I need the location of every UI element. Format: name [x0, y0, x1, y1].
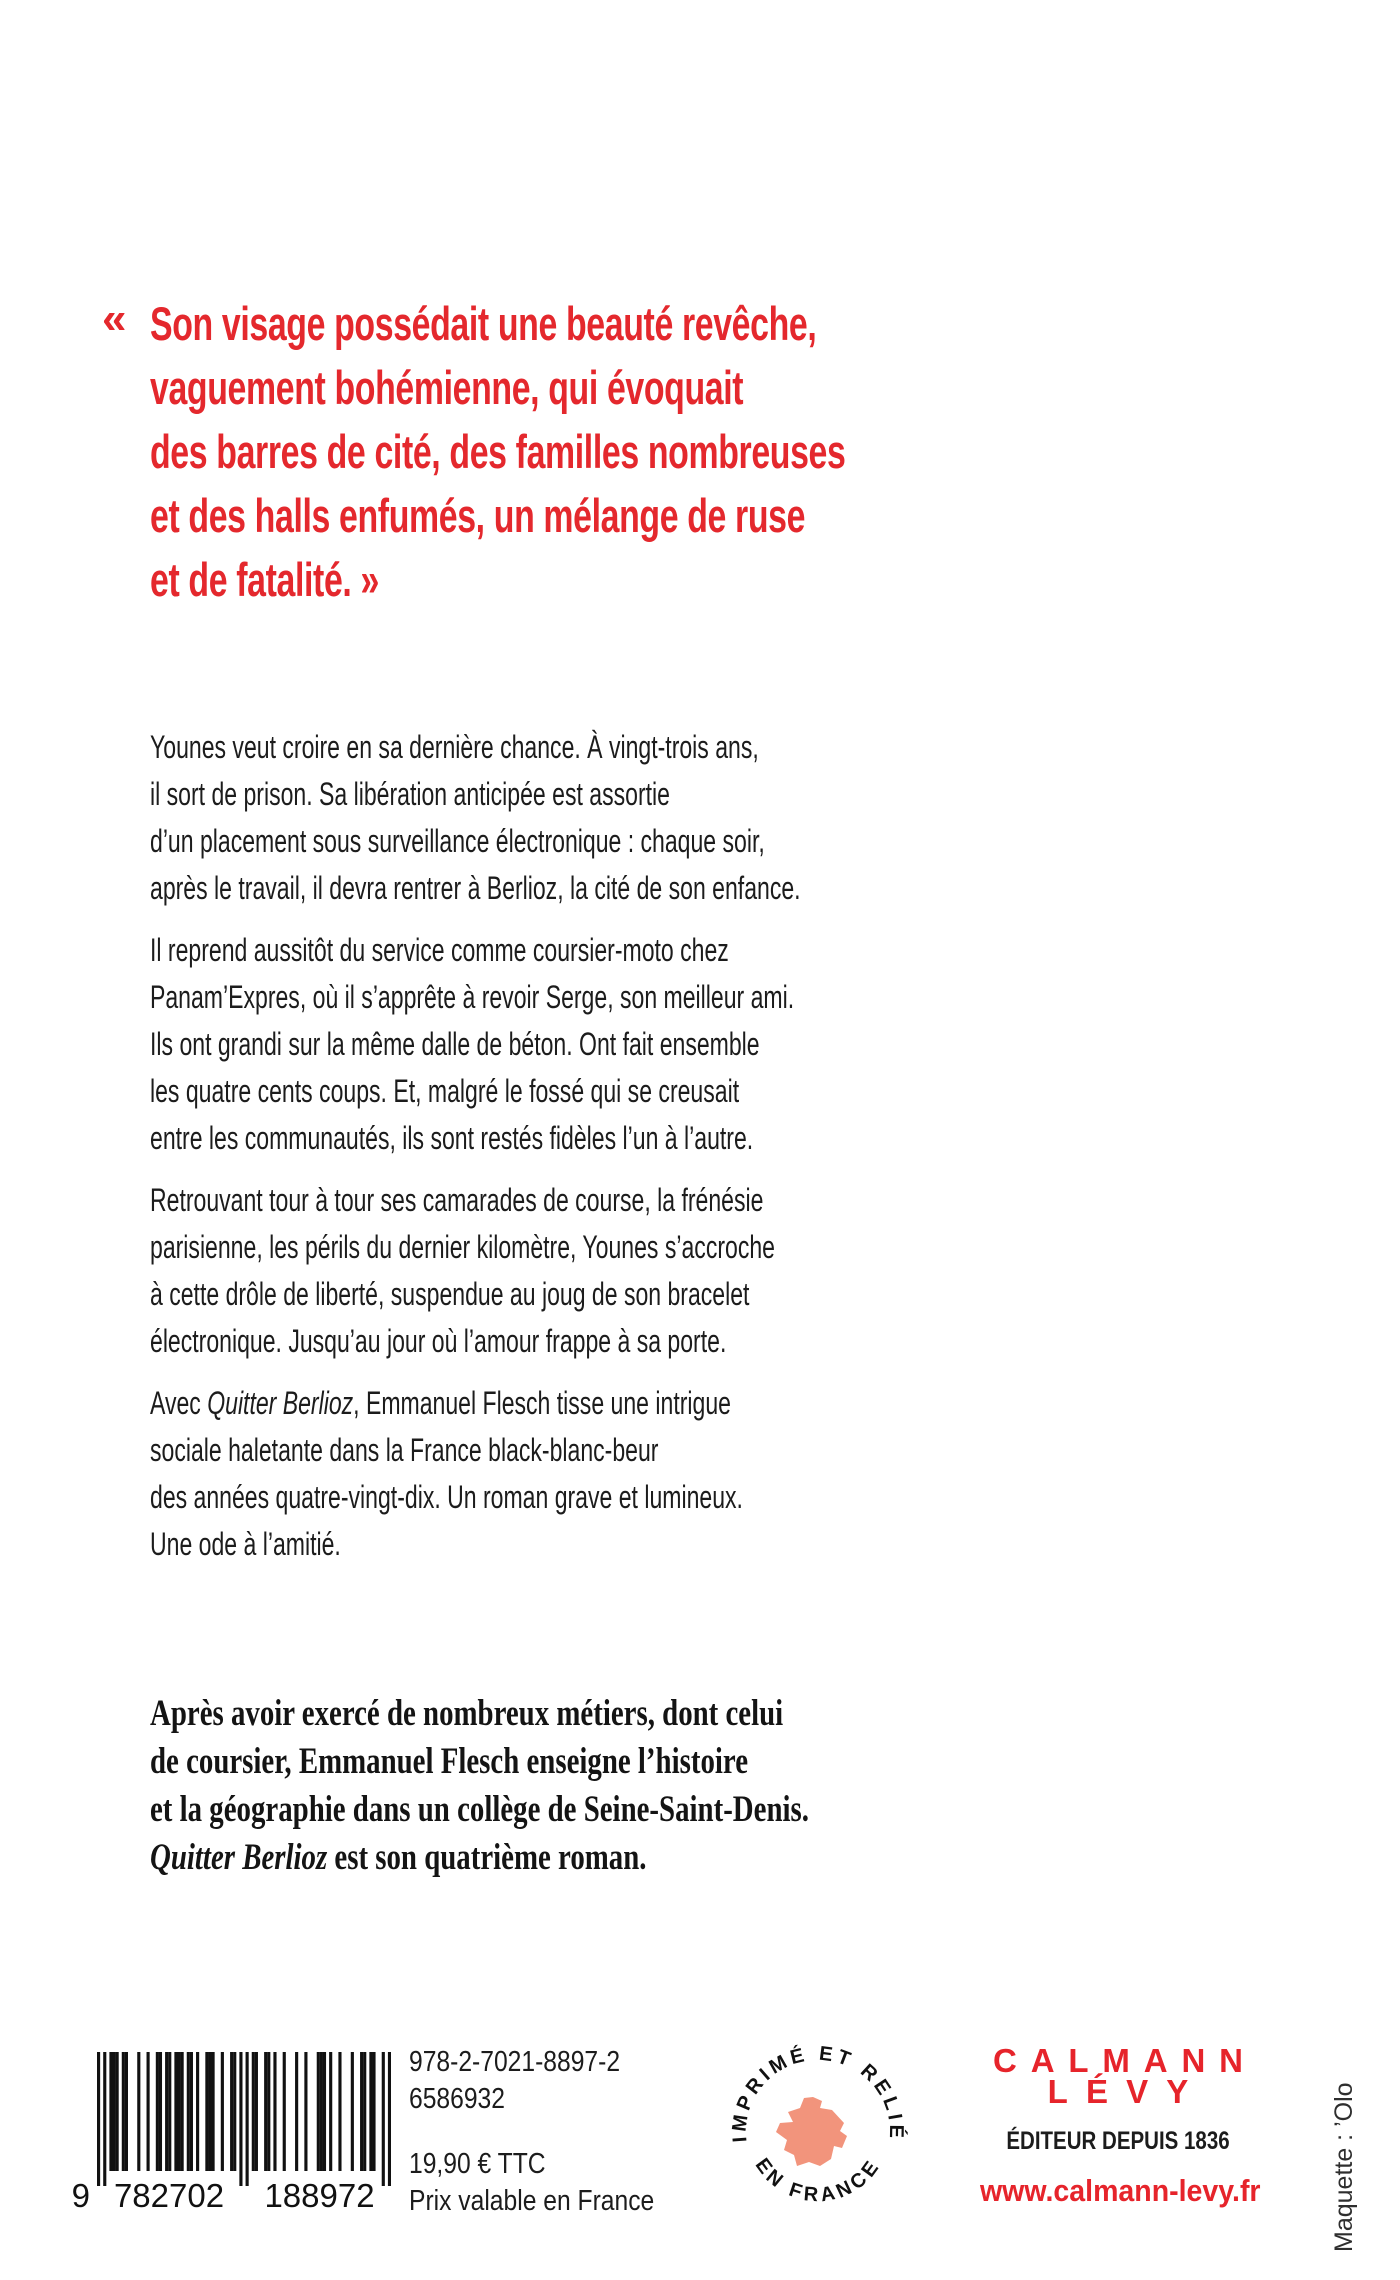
- text-segment: est son quatrième roman.: [327, 1837, 647, 1878]
- isbn-number: 978-2-7021-8897-2: [409, 2046, 621, 2078]
- synopsis: [150, 724, 1054, 1583]
- bio-line: de coursier, Emmanuel Flesch enseigne l’histoire: [150, 1741, 749, 1782]
- price: 19,90 € TTC: [409, 2148, 546, 2180]
- text-segment: , Emmanuel Flesch tisse une intrigue: [353, 1385, 731, 1421]
- publisher-tagline: ÉDITEUR DEPUIS 1836: [1006, 2127, 1230, 2155]
- book-title-inline: Quitter Berlioz: [150, 1837, 328, 1878]
- barcode-digit-first: 9: [71, 2177, 90, 2214]
- text-line: à cette drôle de liberté, suspendue au joug de son bracelet: [150, 1276, 750, 1312]
- text-line: après le travail, il devra rentrer à Berlioz, la cité de son enfance.: [150, 870, 801, 906]
- text-line: entre les communautés, ils sont restés fidèles l’un à l’autre.: [150, 1120, 754, 1156]
- synopsis-paragraph-2: [150, 927, 801, 1162]
- design-credit: Maquette : ’Olo: [1330, 2082, 1358, 2252]
- text-line: Une ode à l’amitié.: [150, 1526, 341, 1562]
- text-line: parisienne, les périls du dernier kilomètre, Younes s’accroche: [150, 1229, 775, 1265]
- printed-in-france-stamp: [723, 2037, 913, 2227]
- publisher-name-line2: LÉVY: [1047, 2073, 1207, 2110]
- text-line: électronique. Jusqu’au jour où l’amour frappe à sa porte.: [150, 1323, 727, 1359]
- text-line: Retrouvant tour à tour ses camarades de course, la frénésie: [150, 1182, 764, 1218]
- quote-line: des barres de cité, des familles nombreuses: [150, 425, 846, 478]
- stamp-bottom-text: EN FRANCE: [750, 2154, 886, 2207]
- price-block: [409, 2146, 654, 2220]
- synopsis-paragraph-1: [150, 724, 801, 912]
- quote-line: Son visage possédait une beauté revêche,: [150, 297, 817, 350]
- price-note: Prix valable en France: [409, 2185, 655, 2217]
- excerpt-quote-text: [150, 292, 845, 612]
- text-line: Younes veut croire en sa dernière chance. À vingt-trois ans,: [150, 729, 759, 765]
- quote-line: et de fatalité. »: [150, 553, 379, 606]
- text-line: les quatre cents coups. Et, malgré le fossé qui se creusait: [150, 1073, 740, 1109]
- text-line: il sort de prison. Sa libération anticipée est assortie: [150, 776, 670, 812]
- synopsis-paragraph-3: [150, 1177, 801, 1365]
- bio-line: Après avoir exercé de nombreux métiers, dont celui: [150, 1693, 784, 1734]
- quote-line: et des halls enfumés, un mélange de ruse: [150, 489, 806, 542]
- bio-line: et la géographie dans un collège de Seine-Saint-Denis.: [150, 1789, 809, 1830]
- text-line: Panam’Expres, où il s’apprête à revoir Serge, son meilleur ami.: [150, 979, 795, 1015]
- barcode-digits-right: 188972: [264, 2177, 375, 2214]
- text-line: sociale haletante dans la France black-blanc-beur: [150, 1432, 659, 1468]
- author-bio: [150, 1690, 809, 1882]
- text-line: des années quatre-vingt-dix. Un roman grave et lumineux.: [150, 1479, 743, 1515]
- text-line: Ils ont grandi sur la même dalle de béton. Ont fait ensemble: [150, 1026, 760, 1062]
- publisher-logo: [968, 2042, 1268, 2209]
- bio-line: [150, 1834, 809, 1882]
- stamp-top-text: IMPRIMÉ ET RELIÉ: [728, 2042, 908, 2144]
- excerpt-quote: [102, 292, 1116, 612]
- text-line: Il reprend aussitôt du service comme coursier-moto chez: [150, 932, 729, 968]
- text-line: [150, 1380, 801, 1427]
- publisher-name-line1: CALMANN: [993, 2042, 1257, 2079]
- synopsis-paragraph-4: [150, 1380, 801, 1568]
- quote-line: vaguement bohémienne, qui évoquait: [150, 361, 744, 414]
- text-line: d’un placement sous surveillance électronique : chaque soir,: [150, 823, 765, 859]
- reference-number: 6586932: [409, 2083, 505, 2115]
- france-map-icon: [776, 2097, 847, 2166]
- isbn-block: [409, 2044, 620, 2118]
- ean13-barcode: [97, 2052, 391, 2186]
- book-title-inline: Quitter Berlioz: [207, 1385, 354, 1421]
- barcode-digits-left: 782702: [113, 2177, 225, 2214]
- text-segment: Avec: [150, 1385, 208, 1421]
- opening-guillemet: «: [102, 294, 127, 343]
- publisher-website: www.calmann-levy.fr: [980, 2173, 1261, 2208]
